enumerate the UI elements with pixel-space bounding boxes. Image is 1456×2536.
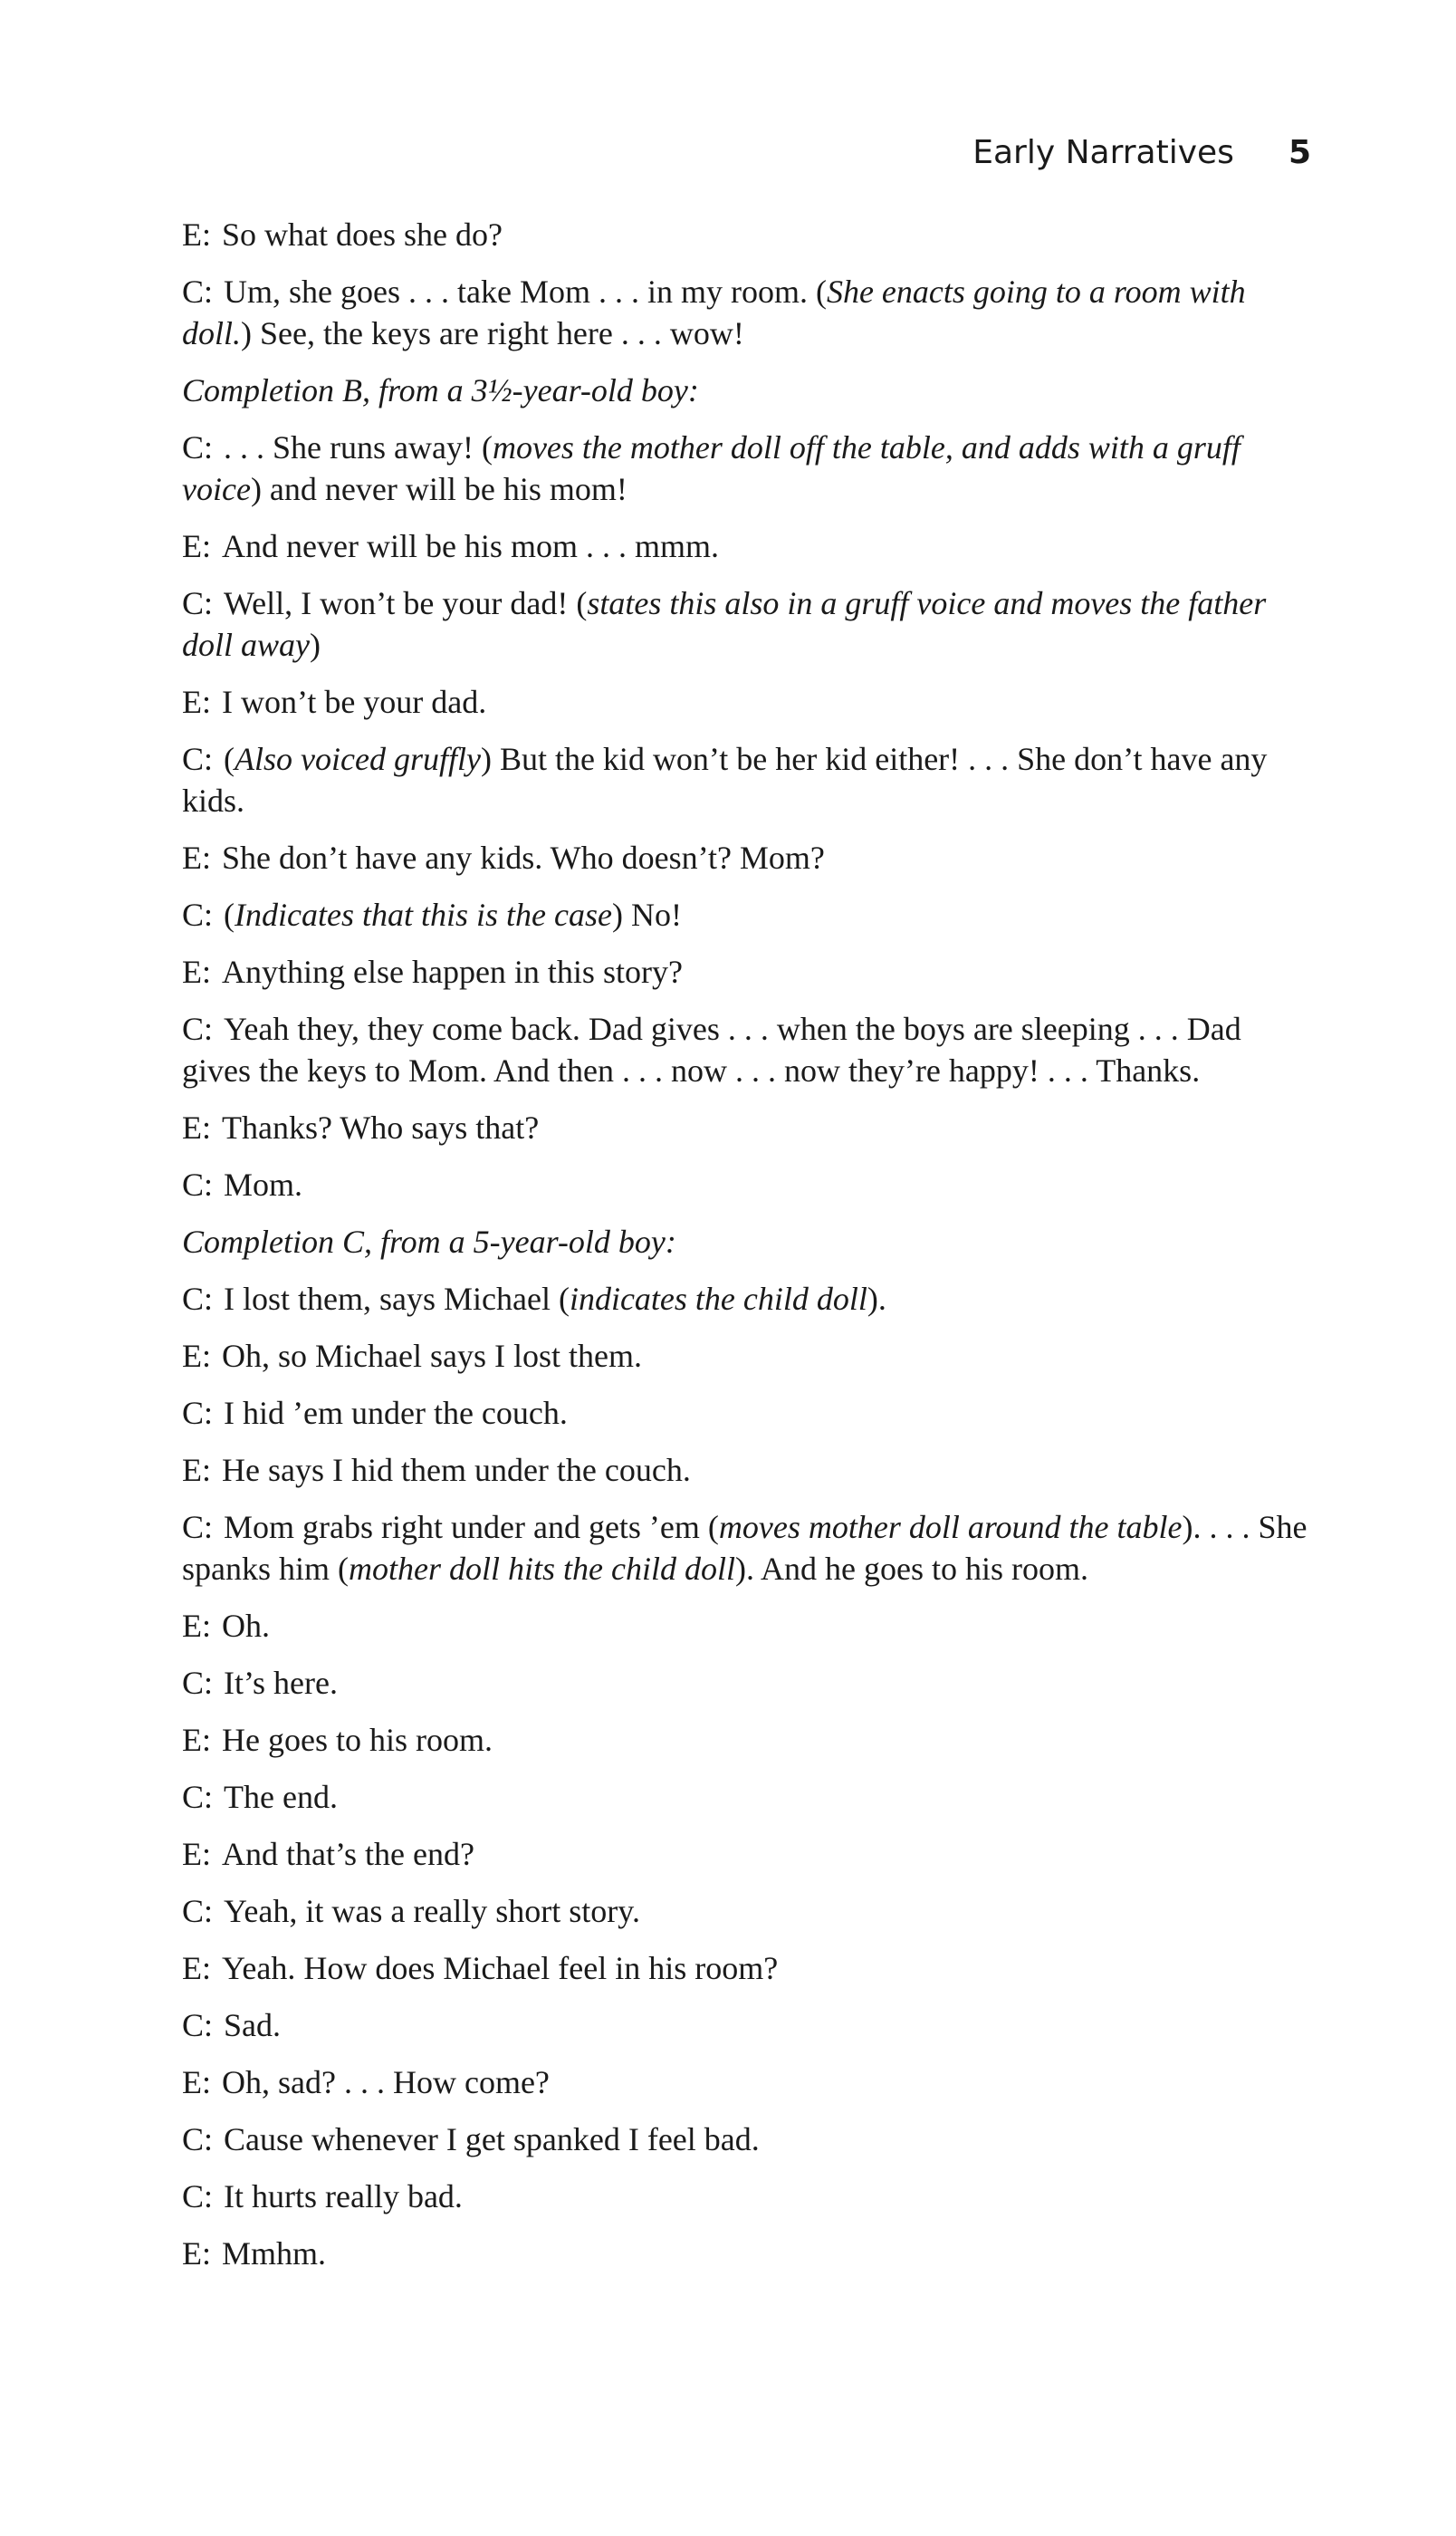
dialogue-line [182,738,1312,821]
speaker-label: E: [182,1338,211,1374]
speaker-label: C: [182,1665,214,1701]
utterance-text: And never will be his mom . . . mmm. [222,528,719,564]
speaker-label: C: [182,1281,214,1317]
dialogue-line [182,894,1312,936]
utterance-text: ) See, the keys are right here . . . wow! [241,315,744,351]
utterance-text: Anything else happen in this story? [222,954,683,990]
utterance-text: It hurts really bad. [224,2178,463,2214]
stage-direction: Completion B, from a 3½-year-old boy: [182,372,699,408]
dialogue-line [182,1890,1312,1932]
utterance-text: . . . She runs away! ( [224,429,493,466]
speaker-label: C: [182,1779,214,1815]
dialogue-line [182,681,1312,723]
section-heading [182,370,1312,411]
speaker-label: C: [182,897,214,933]
dialogue-line [182,1335,1312,1377]
section-heading [182,1221,1312,1263]
speaker-label: E: [182,684,211,720]
dialogue-line [182,582,1312,666]
dialogue-line [182,2004,1312,2046]
utterance-text: Yeah, it was a really short story. [224,1893,640,1929]
utterance-text: So what does she do? [222,216,503,253]
speaker-label: E: [182,1722,211,1758]
utterance-text: ). And he goes to his room. [734,1551,1088,1587]
speaker-label: C: [182,274,214,310]
utterance-text: Well, I won’t be your dad! ( [224,585,588,621]
utterance-text: ) and never will be his mom! [250,471,627,507]
dialogue-line [182,427,1312,510]
utterance-text: He says I hid them under the couch. [222,1452,691,1488]
utterance-text: Mmhm. [222,2235,327,2272]
utterance-text: ). [867,1281,886,1317]
running-head-title: Early Narratives [972,134,1234,171]
speaker-label: C: [182,585,214,621]
speaker-label: C: [182,1395,214,1431]
utterance-text: ) But the kid won’t be her kid either! . . . She don’t have any kids. [182,741,1268,819]
dialogue-line [182,1833,1312,1875]
speaker-label: C: [182,1509,214,1545]
stage-direction: moves the mother doll off the table, and adds with a gruff voice [182,429,1240,507]
utterance-text: The end. [224,1779,338,1815]
dialogue-line [182,2233,1312,2274]
speaker-label: E: [182,840,211,876]
utterance-text: Sad. [224,2007,282,2043]
speaker-label: C: [182,1011,214,1047]
utterance-text: Oh. [222,1608,270,1644]
utterance-text: ( [224,897,235,933]
dialogue-line [182,2061,1312,2103]
utterance-text: Oh, sad? . . . How come? [222,2064,550,2100]
stage-direction: mother doll hits the child doll [349,1551,735,1587]
dialogue-line [182,214,1312,255]
utterance-text: Oh, so Michael says I lost them. [222,1338,642,1374]
speaker-label: E: [182,954,211,990]
page-number: 5 [1288,134,1311,171]
utterance-text: Yeah. How does Michael feel in his room? [222,1950,779,1986]
speaker-label: E: [182,528,211,564]
stage-direction: indicates the child doll [569,1281,867,1317]
dialogue-line [182,2176,1312,2217]
dialogue-line [182,1662,1312,1704]
dialogue-line [182,2118,1312,2160]
dialogue-line [182,271,1312,354]
stage-direction: Also voiced gruffly [235,741,481,777]
utterance-text: ( [224,741,235,777]
dialogue-line [182,1605,1312,1647]
speaker-label: C: [182,2121,214,2157]
speaker-label: E: [182,1950,211,1986]
transcript-body [182,214,1312,2290]
stage-direction: Indicates that this is the case [235,897,612,933]
utterance-text: ). . . . She spanks him ( [182,1509,1308,1587]
running-head [972,134,1311,171]
speaker-label: C: [182,741,214,777]
stage-direction: states this also in a gruff voice and moves the father doll away [182,585,1267,663]
dialogue-line [182,1392,1312,1434]
utterance-text: ) No! [611,897,682,933]
speaker-label: E: [182,2064,211,2100]
speaker-label: E: [182,1110,211,1146]
utterance-text: ) [310,627,321,663]
speaker-label: E: [182,2235,211,2272]
stage-direction: She enacts going to a room with doll. [182,274,1246,351]
dialogue-line [182,1164,1312,1206]
speaker-label: E: [182,1608,211,1644]
utterance-text: Mom. [224,1167,303,1203]
dialogue-line [182,1947,1312,1989]
speaker-label: E: [182,1836,211,1872]
dialogue-line [182,1719,1312,1761]
utterance-text: It’s here. [224,1665,338,1701]
utterance-text: And that’s the end? [222,1836,474,1872]
speaker-label: C: [182,429,214,466]
utterance-text: Mom grabs right under and gets ’em ( [224,1509,719,1545]
stage-direction: moves mother doll around the table [718,1509,1183,1545]
dialogue-line [182,1278,1312,1320]
speaker-label: C: [182,1893,214,1929]
dialogue-line [182,1107,1312,1148]
dialogue-line [182,837,1312,879]
utterance-text: Thanks? Who says that? [222,1110,540,1146]
speaker-label: C: [182,1167,214,1203]
utterance-text: I won’t be your dad. [222,684,487,720]
utterance-text: He goes to his room. [222,1722,493,1758]
dialogue-line [182,1008,1312,1091]
dialogue-line [182,951,1312,993]
utterance-text: I lost them, says Michael ( [224,1281,570,1317]
speaker-label: C: [182,2178,214,2214]
dialogue-line [182,1449,1312,1491]
stage-direction: Completion C, from a 5-year-old boy: [182,1224,676,1260]
utterance-text: I hid ’em under the couch. [224,1395,568,1431]
utterance-text: She don’t have any kids. Who doesn’t? Mom? [222,840,825,876]
speaker-label: E: [182,1452,211,1488]
dialogue-line [182,525,1312,567]
dialogue-line [182,1776,1312,1818]
utterance-text: Cause whenever I get spanked I feel bad. [224,2121,760,2157]
utterance-text: Um, she goes . . . take Mom . . . in my room. ( [224,274,827,310]
speaker-label: C: [182,2007,214,2043]
dialogue-line [182,1506,1312,1590]
utterance-text: Yeah they, they come back. Dad gives . . . when the boys are sleeping . . . Dad gives the keys to Mom. And then . . . now . . . now they’re happy! . . . Thanks. [182,1011,1241,1089]
speaker-label: E: [182,216,211,253]
